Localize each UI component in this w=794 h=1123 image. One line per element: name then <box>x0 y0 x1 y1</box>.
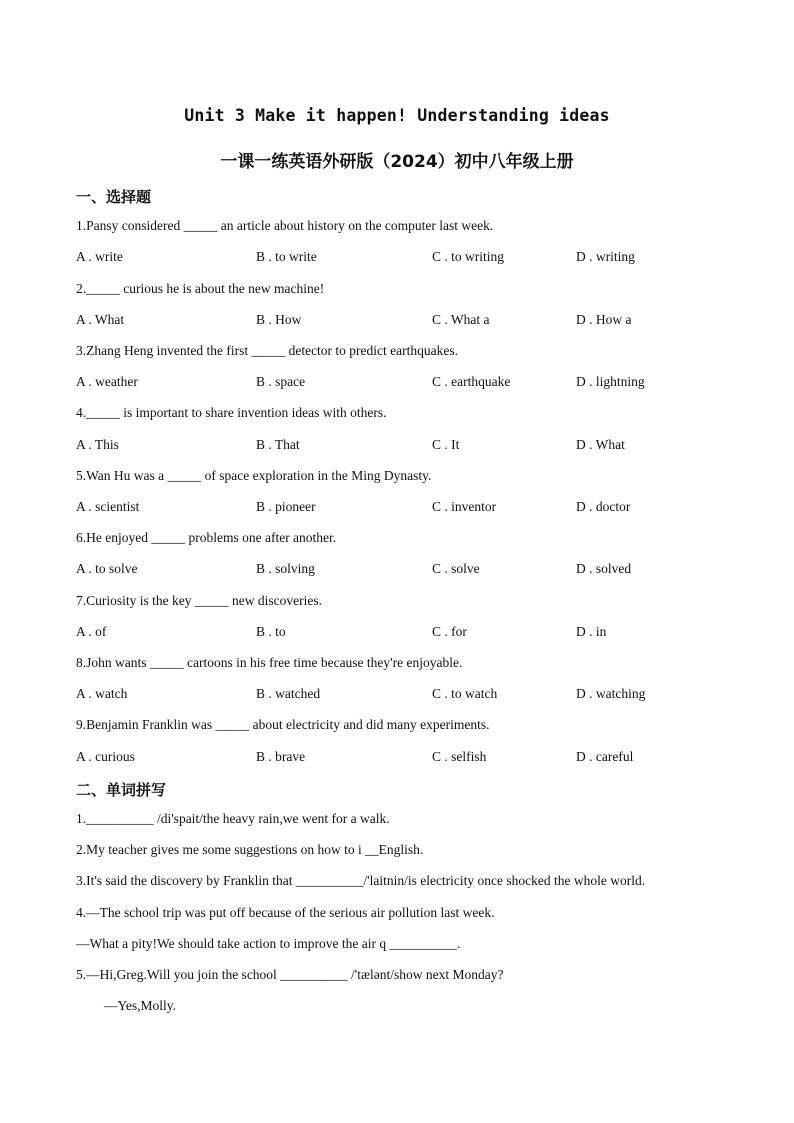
question-stem: 4._____ is important to share invention ideas with others. <box>76 405 387 420</box>
option-c: C . earthquake <box>432 374 511 389</box>
option-c: C . It <box>432 437 460 452</box>
option-d: D . in <box>576 624 607 639</box>
question-stem: 8.John wants _____ cartoons in his free time because they're enjoyable. <box>76 655 463 670</box>
option-a: A . watch <box>76 686 128 701</box>
section-heading-spelling: 二、单词拼写 <box>76 781 167 799</box>
option-c: C . to writing <box>432 249 505 264</box>
option-d: D . watching <box>576 686 646 701</box>
option-a: A . to solve <box>76 561 138 576</box>
section-heading-multiple-choice: 一、选择题 <box>76 188 152 206</box>
question-stem: 5.Wan Hu was a _____ of space exploration in the Ming Dynasty. <box>76 468 432 483</box>
option-b: B . space <box>256 374 306 389</box>
spelling-line: 4.—The school trip was put off because of the serious air pollution last week. <box>76 905 495 920</box>
option-a: A . weather <box>76 374 138 389</box>
option-c: C . to watch <box>432 686 498 701</box>
option-b: B . watched <box>256 686 321 701</box>
option-a: A . scientist <box>76 499 140 514</box>
option-c: C . solve <box>432 561 480 576</box>
option-d: D . careful <box>576 749 634 764</box>
question-stem: 3.Zhang Heng invented the first _____ detector to predict earthquakes. <box>76 343 459 358</box>
option-b: B . solving <box>256 561 315 576</box>
question-stem: 1.Pansy considered _____ an article about history on the computer last week. <box>76 218 494 233</box>
spelling-line: 2.My teacher gives me some suggestions on how to i __English. <box>76 842 424 857</box>
page-subtitle: 一课一练英语外研版（2024）初中八年级上册 <box>220 152 574 172</box>
option-c: C . What a <box>432 312 490 327</box>
option-c: C . inventor <box>432 499 497 514</box>
question-stem: 2._____ curious he is about the new machine! <box>76 281 325 296</box>
spelling-line: 5.—Hi,Greg.Will you join the school __________ /'tælənt/show next Monday? <box>76 967 504 982</box>
option-a: A . write <box>76 249 123 264</box>
spelling-line: —What a pity!We should take action to improve the air q __________. <box>76 936 461 951</box>
spelling-line: 1.__________ /di'spait/the heavy rain,we went for a walk. <box>76 811 390 826</box>
option-c: C . selfish <box>432 749 487 764</box>
option-c: C . for <box>432 624 467 639</box>
option-b: B . brave <box>256 749 306 764</box>
option-d: D . How a <box>576 312 632 327</box>
option-b: B . to write <box>256 249 317 264</box>
option-b: B . to <box>256 624 286 639</box>
spelling-line: 3.It's said the discovery by Franklin that __________/'laitnin/is electricity once shocked the whole world. <box>76 873 646 888</box>
option-a: A . curious <box>76 749 135 764</box>
spelling-line: —Yes,Molly. <box>104 998 177 1013</box>
option-b: B . pioneer <box>256 499 316 514</box>
question-stem: 9.Benjamin Franklin was _____ about electricity and did many experiments. <box>76 717 490 732</box>
page-title: Unit 3 Make it happen! Understanding ideas <box>184 106 610 125</box>
option-b: B . That <box>256 437 300 452</box>
option-d: D . solved <box>576 561 632 576</box>
option-d: D . lightning <box>576 374 645 389</box>
option-b: B . How <box>256 312 302 327</box>
question-stem: 7.Curiosity is the key _____ new discoveries. <box>76 593 322 608</box>
option-a: A . of <box>76 624 107 639</box>
question-stem: 6.He enjoyed _____ problems one after another. <box>76 530 337 545</box>
option-a: A . This <box>76 437 119 452</box>
option-d: D . doctor <box>576 499 631 514</box>
option-a: A . What <box>76 312 125 327</box>
option-d: D . What <box>576 437 625 452</box>
option-d: D . writing <box>576 249 635 264</box>
